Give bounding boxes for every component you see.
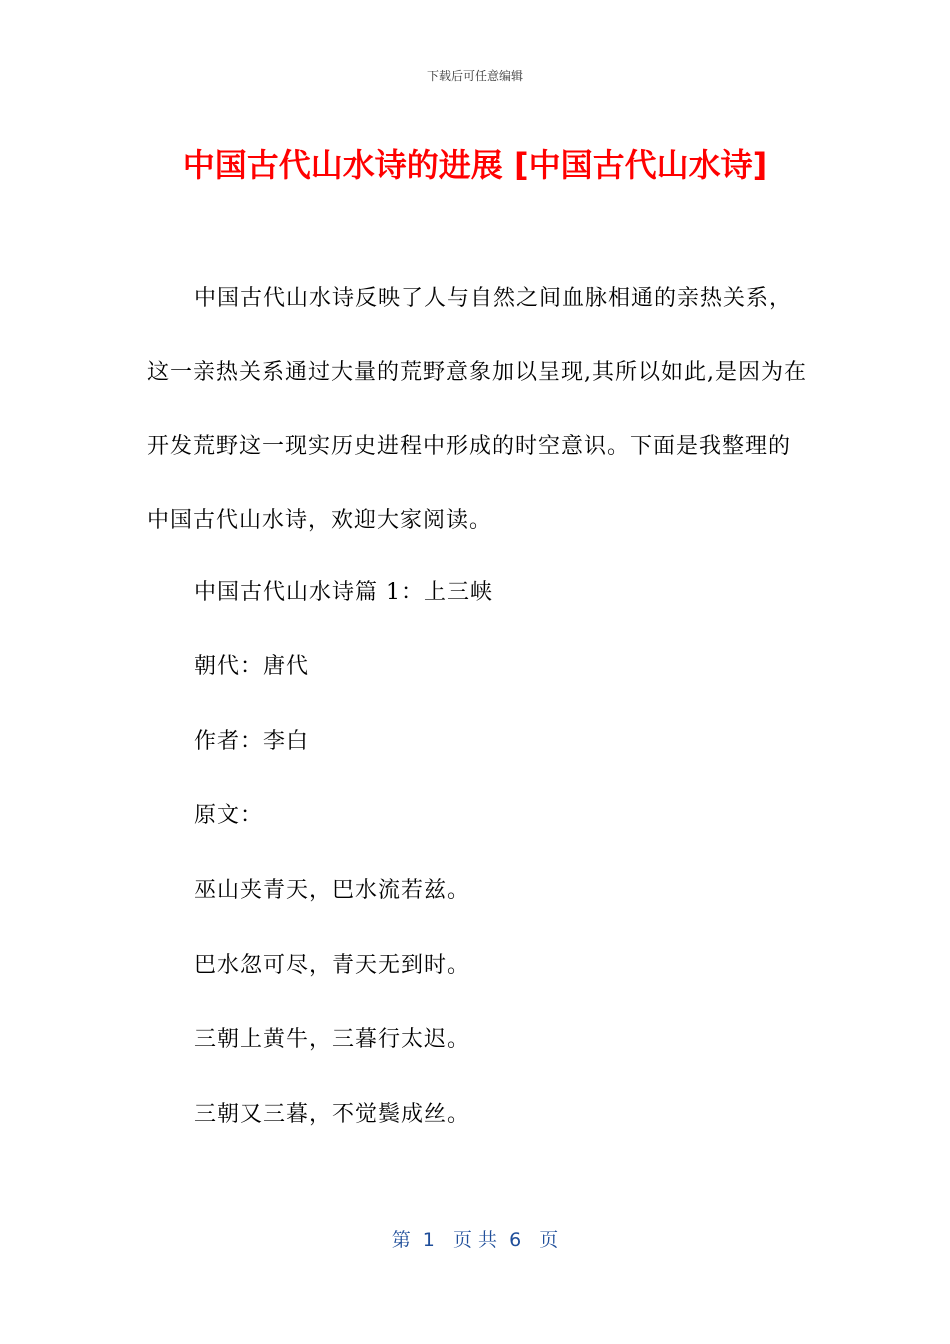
page-header-note: 下载后可任意编辑 [426, 69, 523, 83]
dynasty-line: 朝代：唐代 [194, 654, 310, 679]
poem-line: 三朝又三暮，不觉鬓成丝。 [194, 1102, 471, 1127]
poem-line: 巴水忽可尽，青天无到时。 [194, 953, 471, 978]
poem-line: 巫山夹青天，巴水流若兹。 [194, 878, 471, 903]
original-text-label: 原文： [194, 803, 264, 828]
poem-line: 三朝上黄牛，三暮行太迟。 [194, 1027, 471, 1052]
intro-paragraph: 中国古代山水诗反映了人与自然之间血脉相通的亲热关系，这一亲热关系通过大量的荒野意象加以呈现,其所以如此,是因为在开发荒野这一现实历史进程中形成的时空意识。下面是我整理的中国古代山水诗，欢迎大家阅读。 [147, 286, 807, 533]
page-number-footer: 第 1 页 共 6 页 [391, 1229, 559, 1251]
poem-heading: 中国古代山水诗篇 1：上三峡 [194, 580, 493, 605]
document-title: 中国古代山水诗的进展 [中国古代山水诗] [182, 146, 768, 184]
author-line: 作者：李白 [194, 729, 310, 754]
